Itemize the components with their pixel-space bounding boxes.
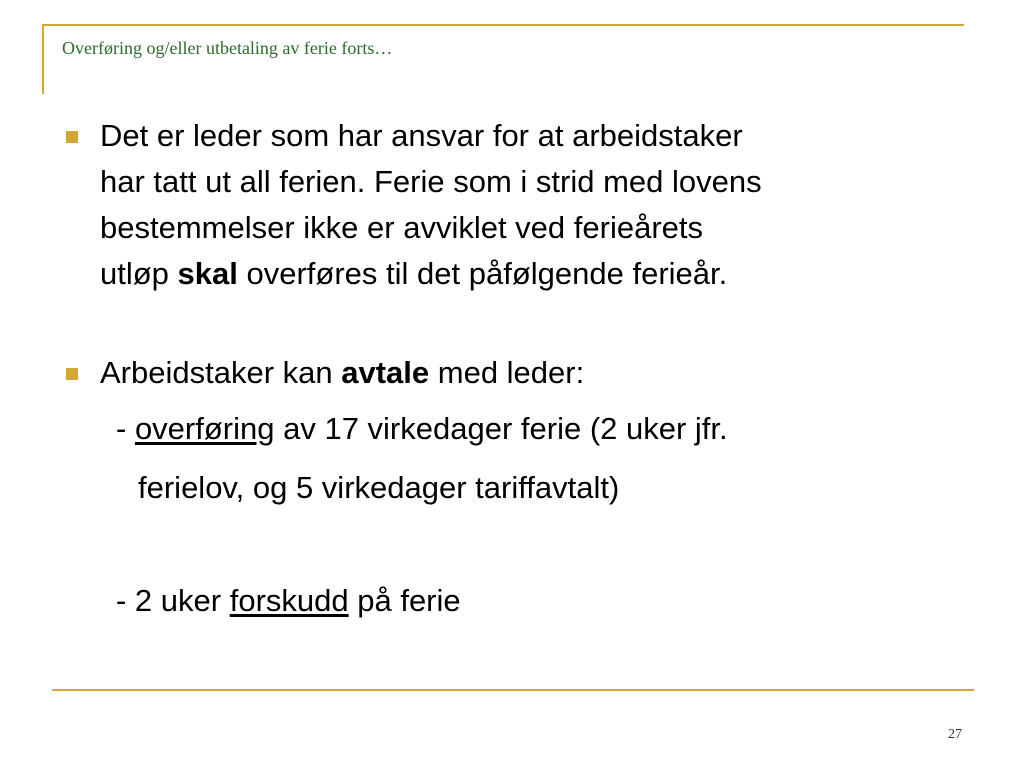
text-segment: - 2 uker xyxy=(116,583,230,618)
bold-emphasis: avtale xyxy=(341,355,430,390)
sub-item-transfer-continuation: ferielov, og 5 virkedager tariffavtalt) xyxy=(138,470,620,505)
page-number: 27 xyxy=(948,727,962,742)
left-accent-line xyxy=(42,24,44,94)
sub-item-advance xyxy=(116,578,461,624)
slide-title: Overføring og/eller utbetaling av ferie forts… xyxy=(62,38,393,58)
underlined-emphasis: forskudd xyxy=(229,583,349,618)
bottom-divider-line xyxy=(52,689,974,691)
bullet-paragraph-1 xyxy=(100,113,980,297)
text-segment: overføres til det påfølgende ferieår. xyxy=(237,256,728,291)
bold-emphasis: skal xyxy=(177,256,238,291)
text-segment: av 17 virkedager ferie (2 uker jfr. xyxy=(274,411,728,446)
text-segment: på ferie xyxy=(348,583,461,618)
paragraph-line: bestemmelser ikke er avviklet ved ferieårets xyxy=(100,210,704,245)
underlined-emphasis: overføring xyxy=(134,411,275,446)
paragraph-line-last xyxy=(100,251,980,297)
text-segment: - xyxy=(116,411,135,446)
text-segment: utløp xyxy=(100,256,178,291)
bullet-square-icon xyxy=(66,368,78,380)
paragraph-line: Det er leder som har ansvar for at arbeidstaker xyxy=(100,118,743,153)
bullet-square-icon xyxy=(66,131,78,143)
bullet-paragraph-2 xyxy=(100,350,584,396)
top-divider-line xyxy=(42,24,964,26)
text-segment: med leder: xyxy=(429,355,585,390)
paragraph-line: har tatt ut all ferien. Ferie som i strid med lovens xyxy=(100,164,762,199)
text-segment: Arbeidstaker kan xyxy=(100,355,342,390)
sub-item-transfer xyxy=(116,406,728,452)
